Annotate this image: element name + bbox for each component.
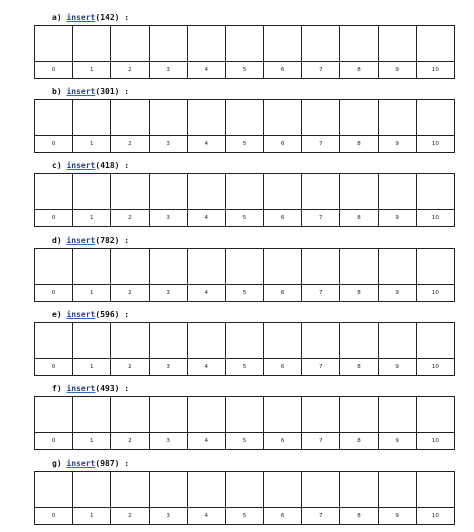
slot-cell[interactable] xyxy=(149,397,187,433)
slot-cell[interactable] xyxy=(225,100,263,136)
index-label: 10 xyxy=(416,136,454,153)
slot-cell[interactable] xyxy=(225,26,263,62)
index-label: 10 xyxy=(416,433,454,450)
insert-function-name: insert xyxy=(66,384,96,393)
slot-cell[interactable] xyxy=(187,323,225,359)
section-letter: e) xyxy=(52,310,62,319)
slot-cell[interactable] xyxy=(111,397,149,433)
index-label: 6 xyxy=(264,210,302,227)
index-label: 2 xyxy=(111,508,149,525)
hash-table xyxy=(34,99,455,153)
slot-row xyxy=(35,100,455,136)
heading-colon: : xyxy=(119,87,130,96)
slot-cell[interactable] xyxy=(340,100,378,136)
slot-row xyxy=(35,397,455,433)
index-label: 4 xyxy=(187,508,225,525)
section-heading xyxy=(52,86,129,98)
hash-table xyxy=(34,396,455,450)
slot-cell[interactable] xyxy=(149,323,187,359)
index-label: 3 xyxy=(149,508,187,525)
index-label: 0 xyxy=(35,359,73,376)
slot-cell[interactable] xyxy=(378,249,416,285)
index-label: 7 xyxy=(302,136,340,153)
index-label: 1 xyxy=(73,508,111,525)
slot-cell[interactable] xyxy=(340,174,378,210)
slot-cell[interactable] xyxy=(416,323,454,359)
index-label: 4 xyxy=(187,433,225,450)
hash-table xyxy=(34,322,455,376)
index-label: 7 xyxy=(302,210,340,227)
slot-cell[interactable] xyxy=(187,472,225,508)
slot-cell[interactable] xyxy=(302,174,340,210)
insert-function-name: insert xyxy=(66,236,96,245)
index-label: 7 xyxy=(302,508,340,525)
insert-section xyxy=(0,458,474,532)
slot-cell[interactable] xyxy=(416,26,454,62)
index-label: 9 xyxy=(378,359,416,376)
index-label: 1 xyxy=(73,285,111,302)
index-label: 7 xyxy=(302,359,340,376)
index-label: 2 xyxy=(111,433,149,450)
section-heading xyxy=(52,458,129,470)
slot-cell[interactable] xyxy=(225,249,263,285)
slot-cell[interactable] xyxy=(149,472,187,508)
slot-row xyxy=(35,174,455,210)
index-label: 5 xyxy=(225,433,263,450)
index-label: 8 xyxy=(340,62,378,79)
hash-table xyxy=(34,25,455,79)
slot-cell[interactable] xyxy=(378,397,416,433)
index-label: 5 xyxy=(225,210,263,227)
index-label: 8 xyxy=(340,285,378,302)
index-label: 6 xyxy=(264,508,302,525)
index-label: 5 xyxy=(225,508,263,525)
index-label: 1 xyxy=(73,359,111,376)
index-label: 10 xyxy=(416,359,454,376)
slot-cell[interactable] xyxy=(378,100,416,136)
index-label: 5 xyxy=(225,285,263,302)
index-row xyxy=(35,359,455,376)
index-label: 2 xyxy=(111,62,149,79)
slot-cell[interactable] xyxy=(35,249,73,285)
slot-cell[interactable] xyxy=(416,472,454,508)
slot-cell[interactable] xyxy=(340,249,378,285)
insert-argument: (987) xyxy=(95,459,120,468)
slot-cell[interactable] xyxy=(73,249,111,285)
index-label: 4 xyxy=(187,136,225,153)
insert-function-name: insert xyxy=(66,87,96,96)
index-label: 3 xyxy=(149,359,187,376)
index-row xyxy=(35,136,455,153)
slot-cell[interactable] xyxy=(378,323,416,359)
slot-cell[interactable] xyxy=(302,249,340,285)
index-label: 10 xyxy=(416,210,454,227)
slot-cell[interactable] xyxy=(187,174,225,210)
heading-colon: : xyxy=(119,161,130,170)
slot-cell[interactable] xyxy=(35,174,73,210)
slot-cell[interactable] xyxy=(302,26,340,62)
index-label: 3 xyxy=(149,136,187,153)
section-heading xyxy=(52,383,129,395)
slot-cell[interactable] xyxy=(187,397,225,433)
slot-cell[interactable] xyxy=(35,397,73,433)
slot-cell[interactable] xyxy=(187,26,225,62)
index-label: 9 xyxy=(378,433,416,450)
slot-cell[interactable] xyxy=(302,100,340,136)
slot-cell[interactable] xyxy=(73,100,111,136)
slot-cell[interactable] xyxy=(416,174,454,210)
section-heading xyxy=(52,235,129,247)
index-label: 10 xyxy=(416,285,454,302)
slot-cell[interactable] xyxy=(264,26,302,62)
section-heading xyxy=(52,309,129,321)
insert-function-name: insert xyxy=(66,459,96,468)
slot-row xyxy=(35,323,455,359)
index-label: 5 xyxy=(225,136,263,153)
index-label: 0 xyxy=(35,285,73,302)
index-label: 4 xyxy=(187,359,225,376)
index-label: 10 xyxy=(416,508,454,525)
section-letter: g) xyxy=(52,459,62,468)
insert-argument: (782) xyxy=(95,236,120,245)
index-label: 1 xyxy=(73,136,111,153)
slot-cell[interactable] xyxy=(149,249,187,285)
slot-cell[interactable] xyxy=(225,397,263,433)
insert-argument: (418) xyxy=(95,161,120,170)
slot-cell[interactable] xyxy=(416,249,454,285)
index-label: 0 xyxy=(35,136,73,153)
heading-colon: : xyxy=(119,236,130,245)
index-label: 4 xyxy=(187,62,225,79)
slot-cell[interactable] xyxy=(264,174,302,210)
slot-cell[interactable] xyxy=(340,397,378,433)
heading-colon: : xyxy=(119,310,130,319)
slot-cell[interactable] xyxy=(35,26,73,62)
insert-section xyxy=(0,235,474,309)
index-row xyxy=(35,210,455,227)
index-label: 8 xyxy=(340,210,378,227)
slot-cell[interactable] xyxy=(225,323,263,359)
index-label: 3 xyxy=(149,210,187,227)
insert-argument: (596) xyxy=(95,310,120,319)
slot-cell[interactable] xyxy=(302,472,340,508)
index-label: 8 xyxy=(340,508,378,525)
index-label: 6 xyxy=(264,62,302,79)
insert-argument: (142) xyxy=(95,13,120,22)
index-label: 2 xyxy=(111,210,149,227)
slot-cell[interactable] xyxy=(340,26,378,62)
index-label: 3 xyxy=(149,285,187,302)
insert-function-name: insert xyxy=(66,161,96,170)
heading-colon: : xyxy=(119,13,130,22)
slot-cell[interactable] xyxy=(264,472,302,508)
slot-cell[interactable] xyxy=(302,397,340,433)
section-letter: c) xyxy=(52,161,62,170)
index-label: 6 xyxy=(264,433,302,450)
insert-argument: (301) xyxy=(95,87,120,96)
index-label: 9 xyxy=(378,210,416,227)
insert-function-name: insert xyxy=(66,310,96,319)
index-label: 9 xyxy=(378,136,416,153)
slot-row xyxy=(35,472,455,508)
insert-function-name: insert xyxy=(66,13,96,22)
section-letter: b) xyxy=(52,87,62,96)
index-label: 6 xyxy=(264,359,302,376)
slot-cell[interactable] xyxy=(35,323,73,359)
slot-cell[interactable] xyxy=(264,249,302,285)
index-label: 2 xyxy=(111,285,149,302)
heading-colon: : xyxy=(119,459,130,468)
slot-cell[interactable] xyxy=(378,174,416,210)
slot-cell[interactable] xyxy=(111,323,149,359)
slot-row xyxy=(35,26,455,62)
insert-section xyxy=(0,12,474,86)
index-label: 1 xyxy=(73,210,111,227)
slot-cell[interactable] xyxy=(35,472,73,508)
index-row xyxy=(35,62,455,79)
slot-cell[interactable] xyxy=(378,26,416,62)
slot-cell[interactable] xyxy=(264,100,302,136)
slot-cell[interactable] xyxy=(73,323,111,359)
slot-cell[interactable] xyxy=(111,100,149,136)
index-label: 6 xyxy=(264,136,302,153)
index-label: 5 xyxy=(225,359,263,376)
slot-cell[interactable] xyxy=(225,472,263,508)
hash-table xyxy=(34,248,455,302)
hash-table xyxy=(34,173,455,227)
index-label: 4 xyxy=(187,210,225,227)
index-label: 0 xyxy=(35,210,73,227)
slot-cell[interactable] xyxy=(111,249,149,285)
section-letter: d) xyxy=(52,236,62,245)
slot-cell[interactable] xyxy=(416,397,454,433)
index-label: 6 xyxy=(264,285,302,302)
index-label: 7 xyxy=(302,285,340,302)
slot-cell[interactable] xyxy=(149,26,187,62)
slot-cell[interactable] xyxy=(416,100,454,136)
slot-cell[interactable] xyxy=(73,397,111,433)
slot-cell[interactable] xyxy=(340,472,378,508)
index-label: 10 xyxy=(416,62,454,79)
slot-cell[interactable] xyxy=(73,174,111,210)
slot-cell[interactable] xyxy=(111,174,149,210)
slot-cell[interactable] xyxy=(264,397,302,433)
slot-cell[interactable] xyxy=(111,26,149,62)
insert-section xyxy=(0,309,474,383)
slot-cell[interactable] xyxy=(149,174,187,210)
section-heading xyxy=(52,160,129,172)
index-label: 1 xyxy=(73,62,111,79)
hash-table xyxy=(34,471,455,525)
index-label: 3 xyxy=(149,433,187,450)
slot-cell[interactable] xyxy=(187,249,225,285)
index-label: 1 xyxy=(73,433,111,450)
index-label: 0 xyxy=(35,433,73,450)
index-label: 9 xyxy=(378,62,416,79)
section-letter: f) xyxy=(52,384,62,393)
index-label: 7 xyxy=(302,62,340,79)
slot-cell[interactable] xyxy=(73,472,111,508)
slot-cell[interactable] xyxy=(378,472,416,508)
slot-cell[interactable] xyxy=(111,472,149,508)
index-label: 0 xyxy=(35,62,73,79)
index-label: 0 xyxy=(35,508,73,525)
insert-section xyxy=(0,160,474,234)
slot-cell[interactable] xyxy=(35,100,73,136)
index-label: 8 xyxy=(340,136,378,153)
slot-cell[interactable] xyxy=(302,323,340,359)
index-row xyxy=(35,508,455,525)
index-label: 3 xyxy=(149,62,187,79)
index-label: 9 xyxy=(378,285,416,302)
section-heading xyxy=(52,12,129,24)
slot-cell[interactable] xyxy=(340,323,378,359)
index-label: 5 xyxy=(225,62,263,79)
index-label: 9 xyxy=(378,508,416,525)
slot-cell[interactable] xyxy=(264,323,302,359)
index-label: 8 xyxy=(340,359,378,376)
insert-section xyxy=(0,86,474,160)
index-row xyxy=(35,433,455,450)
insert-argument: (493) xyxy=(95,384,120,393)
section-letter: a) xyxy=(52,13,62,22)
index-label: 2 xyxy=(111,359,149,376)
heading-colon: : xyxy=(119,384,130,393)
index-label: 4 xyxy=(187,285,225,302)
index-label: 8 xyxy=(340,433,378,450)
slot-cell[interactable] xyxy=(225,174,263,210)
index-label: 7 xyxy=(302,433,340,450)
slot-row xyxy=(35,249,455,285)
slot-cell[interactable] xyxy=(149,100,187,136)
slot-cell[interactable] xyxy=(73,26,111,62)
index-row xyxy=(35,285,455,302)
index-label: 2 xyxy=(111,136,149,153)
insert-section xyxy=(0,383,474,457)
slot-cell[interactable] xyxy=(187,100,225,136)
